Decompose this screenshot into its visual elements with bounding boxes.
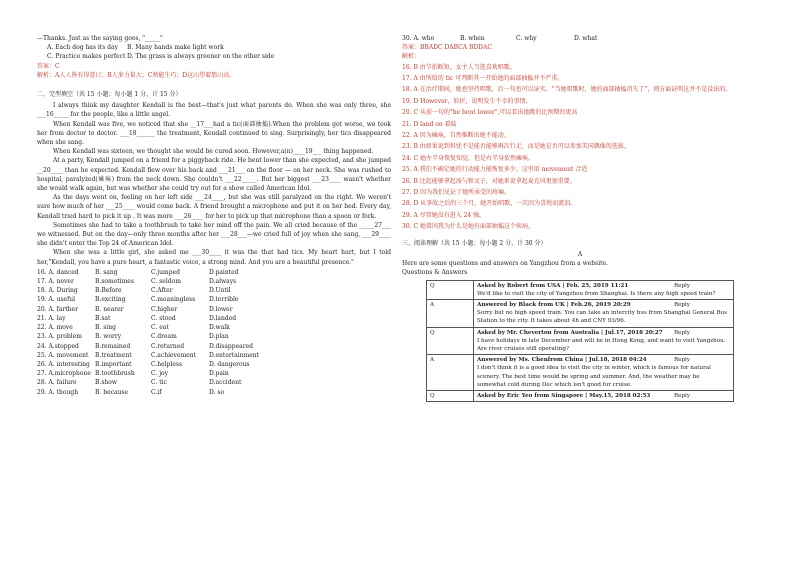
section3-title: 三、阅读理解（共 15 小题；每小题 2 分，计 30 分） [402, 239, 547, 247]
analysis-label: 解析： [402, 53, 421, 61]
q15-option-d: D. The grass is always greener on the other side [127, 53, 275, 61]
option-b: B.remained [95, 342, 131, 350]
qa-key: A [427, 299, 474, 327]
analysis-item: 16. B 由节拍断短，女主人当选喜欢唱歌。 [402, 63, 516, 71]
option-c: C. stood [151, 314, 176, 322]
section2-title: 二、完型填空（共 15 小题；每小题 1 分，计 15 分） [37, 91, 182, 99]
cloze-options [37, 268, 391, 397]
table-row [427, 299, 734, 327]
option-b: B.show [95, 379, 118, 387]
option-a: 20. A. farther [37, 305, 78, 313]
q15-answer: 答案：C [37, 62, 60, 70]
option-d: D.disappeared [209, 342, 253, 350]
option-c: C. joy [151, 370, 169, 378]
option-d: D.accident [209, 379, 242, 387]
option-a: 22. A. move [37, 324, 73, 332]
reply-link[interactable]: Reply [673, 392, 690, 399]
analysis-item: 29. A 尽管她没有进入 24 强。 [402, 211, 486, 219]
qa-cell [474, 355, 734, 391]
qa-body: Sorry but no high speed train. You can take an intercity bus from Shanghai General Bus Station to the city. It takes about 4h and CNY 93/96. [477, 310, 728, 325]
option-c: C.returned [151, 342, 185, 350]
answer-line: 答案：BBADC DABCA BDDAC [402, 44, 492, 52]
option-c: C. why [516, 35, 537, 42]
option-b: B.toothbrush [95, 370, 135, 378]
option-c: C.if [151, 388, 162, 396]
analysis-item: 25. A 我们不确定她的行动能力能恢复多少。这里用 movement 合适 [402, 166, 588, 174]
qa-header: Asked by Mr. Cheverton from Australia | Jul.17, 2018 20:27 [477, 329, 663, 336]
option-b: B.sometimes [95, 278, 134, 286]
qa-cell [474, 327, 734, 355]
analysis-item: 28. D 从事故之后的三个月，她开始唱歌，一次因为喜悦而流泪。 [402, 200, 577, 208]
right-column [402, 34, 758, 402]
analysis-item: 17. A 由所给的 tic 可判断其一开始她的面部抽搐并不严重。 [402, 75, 564, 83]
option-row [37, 388, 391, 397]
option-a: 27. A.microphone [37, 370, 91, 378]
option-row [37, 369, 391, 378]
option-row [37, 314, 391, 323]
option-d: D.pain [209, 370, 229, 378]
option-c: C. seldom [151, 278, 181, 286]
option-a: 30. A. who [402, 35, 435, 42]
option-b: B. when [460, 35, 485, 42]
option-b: B.sat [95, 314, 111, 322]
reply-link[interactable]: Reply [673, 301, 690, 308]
option-a: 19. A. useful [37, 296, 76, 304]
analysis-item: 20. C 从前一句的"he bent lower",可以看出她跳的比预期的更高 [402, 109, 578, 117]
option-d: D.walk [209, 324, 230, 332]
reply-link[interactable]: Reply [673, 357, 690, 364]
analysis-item: 27. D 因为我们见证了她所承受的疼痛。 [402, 189, 511, 197]
q15-stem: —Thanks. Just as the saying goes, "_____" [37, 35, 163, 42]
option-row [37, 268, 391, 277]
option-c: C.After [151, 287, 173, 295]
option-row [37, 286, 391, 295]
option-row [37, 378, 391, 387]
analysis-list [402, 62, 758, 233]
option-b: B. worry [95, 333, 122, 341]
qa-cell [474, 390, 734, 401]
table-row [427, 280, 734, 299]
option-row [37, 277, 391, 286]
option-row [37, 360, 391, 369]
analysis-item: 30. C 她曾问我为什么是她有面部抽搐这个疾病。 [402, 223, 534, 231]
passage-letter: A [577, 250, 583, 258]
qa-cell [474, 299, 734, 327]
option-d: D.landed [209, 314, 237, 322]
analysis-item: 19. D However，转折，说明发生不幸的事情。 [402, 97, 532, 105]
option-a: 23. A. problem [37, 333, 82, 341]
analysis-item: 23. B 由如果说到担忧不是能否能够再次行走，而是她是否可以参加美国偶像的选拔。 [402, 143, 630, 151]
option-d: D.entertainment [209, 351, 260, 359]
q30-options [402, 34, 758, 43]
option-b: B.exciting [95, 296, 126, 304]
option-c: C. eat [151, 324, 169, 332]
qa-body: I have holidays in late December and will be in Hong Kong, and want to visit Yangzhou. Are river cruises still operating? [477, 337, 726, 352]
q15-options [37, 43, 391, 61]
option-row [37, 305, 391, 314]
left-column [37, 34, 391, 397]
qa-table [426, 280, 734, 403]
passage-paragraph: At a party, Kendall jumped on a friend for a piggyback ride. He bent lower than she expected, and she jumped __20____ than he expected. Kendall flew over his back and ___21___ on the floor — on her neck. She was rushed to hospital, paralyzed(瘫痪) from the neck down. She couldn't ___22_____. But her biggest ___23____ wasn't whether she would walk again, but was whether she could try out for a show called American Idol. [37, 157, 391, 193]
passage-paragraph: When Kendall was sixteen, we thought she would be cured soon. However,a(n)____19___ thing happened. [53, 148, 374, 156]
option-d: D.Until [209, 287, 231, 295]
option-d: D. what [574, 35, 598, 42]
q15-option-b: B. Many hands make light work [127, 44, 224, 52]
option-a: 26. A. interesting [37, 360, 90, 368]
option-c: C. tic [151, 379, 167, 387]
passage-paragraph: When Kendall was five, we noticed that she __17___had a tic(面部抽搐).When the problem got worse, we took her from doctor to doctor. ___18______ the treatment, Kendall continued to sing. Surprisingly, her tics disappeared when she sang. [37, 120, 391, 147]
option-d: D. dangerous [209, 360, 250, 368]
passage-paragraph: As the days went on, feeling on her left side ___24____, but she was still paralyzed on the right. We weren't sure how much of her ___25____ would come back. A friend brought a microphone and put it on her bed. Every day, Kendall tried hard to pick it up . It was more ___26____ for her to pick up that microphone than a spoon or fork. [37, 194, 391, 220]
option-d: D.always [209, 278, 237, 286]
option-d: D. so [209, 388, 225, 396]
option-c: C.achievement [151, 351, 197, 359]
q15-analysis: 解析：A人人皆有得意日；B人多力量大；C熟能生巧；D这山望着那山高。 [37, 71, 236, 79]
option-a: 24. A.stopped [37, 342, 79, 350]
analysis-item: 21. D land on 着陆 [402, 120, 457, 128]
qa-header: Asked by Eric Yeo from Singapore | May.15, 2018 02:53 [477, 392, 651, 399]
option-c: C.helpless [151, 360, 183, 368]
option-a: 18. A. During [37, 287, 78, 295]
option-d: D.terrible [209, 296, 239, 304]
option-b: B. sing [95, 324, 116, 332]
qa-key: Q [427, 327, 474, 355]
analysis-item: 22. A 因为瘫痪，自然推断出她不能动。 [402, 132, 510, 140]
option-row [37, 351, 391, 360]
passage-paragraph: I always think my daughter Kendall is the best—that's just what parents do. When she was only three, she ___16_____ for the people, like a little angel. [37, 102, 391, 119]
reply-link[interactable]: Reply [673, 282, 690, 289]
passage-paragraph: Sometimes she had to take a toothbrush to take her mind off the pain. We all cried because of the _____27___ we witnessed. But on the day—only three months after her ___28___—we cried full of joy when she sang, ___29____ she didn't enter the Top 24 of American Idol. [37, 221, 391, 248]
qa-body: We'd like to visit the city of Yangzhou from Shanghai. Is there any high speed train? [477, 290, 716, 297]
option-row [37, 332, 391, 341]
option-a: 28. A. failure [37, 379, 77, 387]
option-d: D.painted [209, 268, 239, 276]
qa-key: Q [427, 390, 474, 401]
cloze-passage [37, 101, 391, 267]
option-d: D.plan [209, 333, 229, 341]
option-c: C.dream [151, 333, 177, 341]
option-a: 17. A. never [37, 278, 74, 286]
option-c: C.jumped [151, 268, 180, 276]
table-row [427, 355, 734, 391]
table-row [427, 327, 734, 355]
option-a: 29. A. though [37, 388, 79, 396]
qa-header: Asked by Robert from USA | Feb. 25, 2019 11:21 [477, 282, 629, 289]
qa-key: A [427, 355, 474, 391]
option-b: B.important [95, 360, 132, 368]
table-row [427, 390, 734, 401]
option-d: D.lower [209, 305, 233, 313]
option-a: 21. A. lay [37, 314, 66, 322]
analysis-item: 18. A 在治疗期间，她也坚持唱歌，后一句也可以证实，"当她唱歌时，她的面部抽搐消失了"，则方面证明这并不是没法的。 [402, 86, 732, 94]
qa-key: Q [427, 280, 474, 299]
option-a: 16. A. danced [37, 268, 79, 276]
q15-option-a: A. Each dog has its day [47, 44, 118, 52]
qa-header: Answered by Black from UK | Feb.26, 2019 20:29 [477, 301, 631, 308]
analysis-item: 24. C 她左半身恢复知觉，但是右半身依然瘫痪。 [402, 154, 534, 162]
option-row [37, 342, 391, 351]
option-c: C.meaningless [151, 296, 196, 304]
qa-cell [474, 280, 734, 299]
reply-link[interactable]: Reply [673, 329, 690, 336]
option-a: 25. A. movement [37, 351, 89, 359]
qa-heading: Questions & Answers [402, 269, 468, 277]
reading-intro: Here are some questions and answers on Yangzhou from a website. [402, 260, 608, 268]
qa-body: I don't think it is a good idea to visit the city in winter, which is famous for natural scenery. The best time would be spring and summer. And, the weather may be somewhat cold during Dec which isn't good for cruise. [477, 365, 711, 388]
qa-header: Answered by Ms. Chenfrom China | Jul.18, 2018 04:24 [477, 357, 647, 364]
option-row [37, 323, 391, 332]
option-row [37, 295, 391, 304]
passage-paragraph: When she was a little girl, she asked me ___30____ it was the that had tics. My heart hurt, but I told her,"Kendall, you have a pure heart, a fantastic voice, a strong mind. And you are a beautiful presence." [37, 249, 391, 266]
option-b: B. because [95, 388, 129, 396]
option-b: B. sang [95, 268, 118, 276]
option-b: B.Before [95, 287, 122, 295]
analysis-item: 26. B 比起能够拿起汤勺和叉子，对她来说拿起麦克风更加重要。 [402, 177, 576, 185]
q15-option-c: C. Practice makes perfect [47, 53, 126, 61]
option-b: B.treatment [95, 351, 132, 359]
option-b: B. nearer [95, 305, 124, 313]
option-c: C.higher [151, 305, 178, 313]
